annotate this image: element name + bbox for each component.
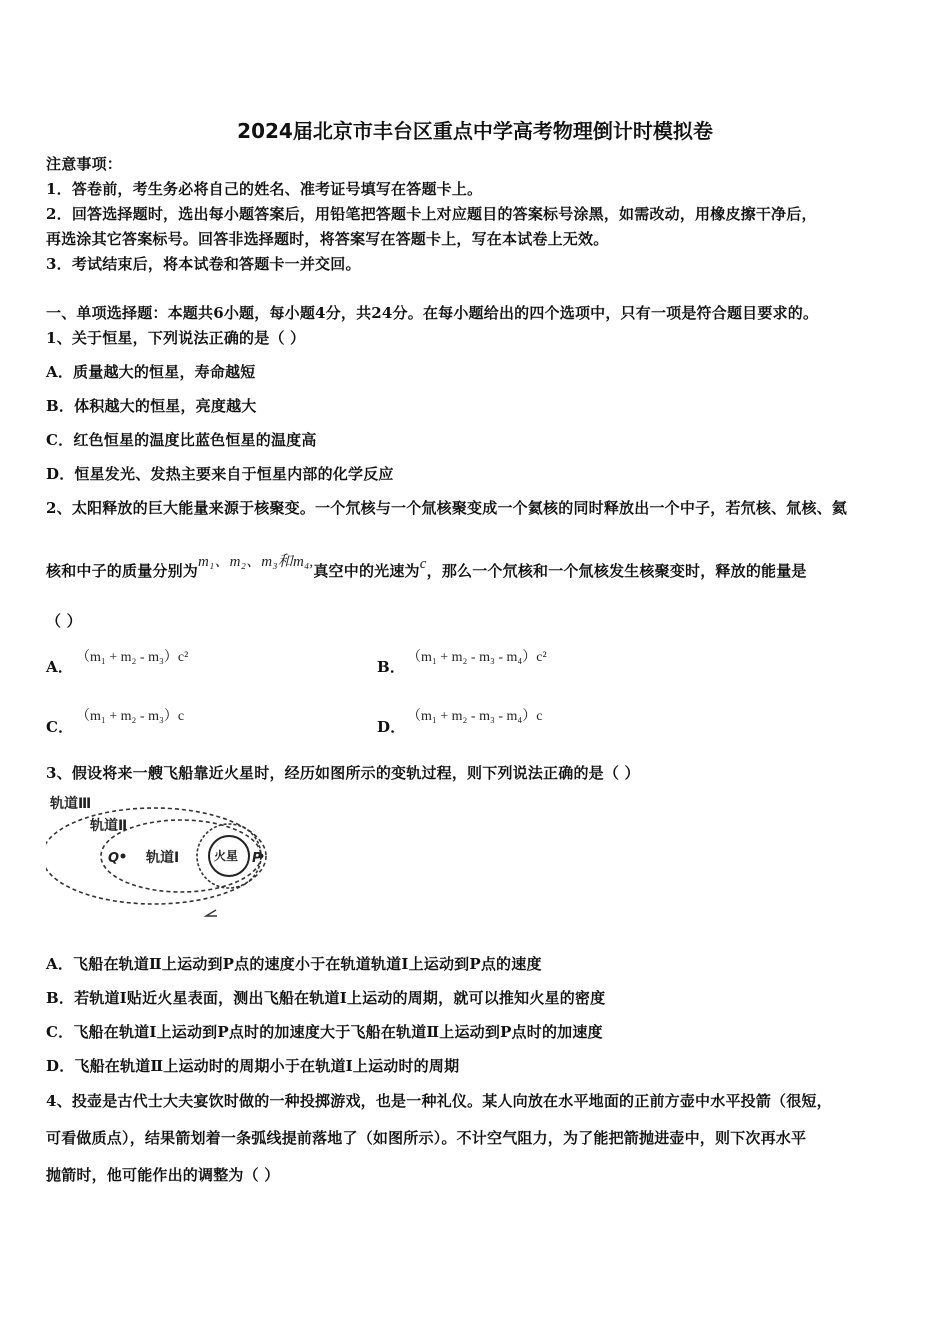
q4-stem-line1: 4、投壶是古代士大夫宴饮时做的一种投掷游戏，也是一种礼仪。某人向放在水平地面的正前方壶中水平投箭（很短， [46, 1092, 832, 1110]
q2-option-b-label: B． [377, 658, 406, 676]
q1-stem: 1、关于恒星，下列说法正确的是（ ） [46, 329, 306, 347]
q2-option-d-label: D． [377, 718, 406, 736]
q2-light-speed: c [419, 556, 427, 572]
notice-heading: 注意事项： [46, 155, 123, 173]
q3-option-d: D．飞船在轨道Ⅱ上运动时的周期小于在轨道I上运动时的周期 [46, 1057, 460, 1075]
q1-option-b: B．体积越大的恒星，亮度越大 [46, 397, 257, 415]
notice-item: 3．考试结束后，将本试卷和答题卡一并交回。 [46, 255, 361, 273]
q2-text: 核和中子的质量分别为 [46, 562, 199, 580]
q3-option-b: B．若轨道I贴近火星表面，测出飞船在轨道I上运动的周期，就可以推知火星的密度 [46, 989, 606, 1007]
q2-option-c-label: C． [46, 718, 74, 736]
p-label: P [252, 851, 262, 866]
q2-answer-blank: （ ） [46, 612, 82, 630]
q2-text: 真空中的光速为 [313, 562, 420, 580]
arrow-icon [206, 910, 217, 916]
q2-option-b-expr: （m₁ + m₂ - m₃ - m₄）c² [407, 650, 547, 665]
q2-option-a-expr: （m₁ + m₂ - m₃）c² [76, 650, 189, 665]
q2-option-a-label: A． [46, 658, 74, 676]
section-heading: 一、单项选择题：本题共6小题，每小题4分，共24分。在每小题给出的四个选项中，只有一项是符合题目要求的。 [46, 304, 819, 322]
notice-item: 2．回答选择题时，选出每小题答案后，用铅笔把答题卡上对应题目的答案标号涂黑，如需改动，用橡皮擦干净后， [46, 205, 817, 223]
q1-option-d: D．恒星发光、发热主要来自于恒星内部的化学反应 [46, 465, 394, 483]
q3-option-a: A．飞船在轨道Ⅱ上运动到P点的速度小于在轨道轨道Ⅰ上运动到P点的速度 [46, 955, 542, 973]
orbit-figure [46, 792, 286, 922]
q2-stem-line1: 2、太阳释放的巨大能量来源于核聚变。一个氘核与一个氚核聚变成一个氦核的同时释放出一个中子，若氘核、氚核、氦 [46, 499, 848, 517]
q4-stem-line3: 抛箭时，他可能作出的调整为（ ） [46, 1166, 280, 1184]
q2-option-c-expr: （m₁ + m₂ - m₃）c [76, 709, 185, 724]
q2-text: ，那么一个氘核和一个氚核发生核聚变时，释放的能量是 [426, 562, 807, 580]
q2-option-d-expr: （m₁ + m₂ - m₃ - m₄）c [407, 709, 543, 724]
notice-item: 再选涂其它答案标号。回答非选择题时，将答案写在答题卡上，写在本试卷上无效。 [46, 230, 609, 248]
q2-stem-line2 [46, 554, 807, 581]
point-q [121, 854, 126, 859]
q1-option-a: A．质量越大的恒星，寿命越短 [46, 363, 256, 381]
page-title: 2024届北京市丰台区重点中学高考物理倒计时模拟卷 [237, 119, 713, 143]
q4-stem-line2: 可看做质点），结果箭划着一条弧线提前落地了（如图所示）。不计空气阻力，为了能把箭抛进壶中，则下次再水平 [46, 1129, 807, 1147]
orbit1-label: 轨道Ⅰ [146, 850, 180, 866]
planet-label: 火星 [214, 849, 239, 863]
q3-stem: 3、假设将来一艘飞船靠近火星时，经历如图所示的变轨过程，则下列说法正确的是（ ） [46, 764, 640, 782]
orbit2-label: 轨道Ⅱ [90, 818, 128, 834]
q3-option-c: C．飞船在轨道I上运动到P点时的加速度大于飞船在轨道Ⅱ上运动到P点时的加速度 [46, 1023, 603, 1041]
q1-option-c: C．红色恒星的温度比蓝色恒星的温度高 [46, 431, 317, 449]
notice-item: 1．答卷前，考生务必将自己的姓名、准考证号填写在答题卡上。 [46, 180, 483, 198]
q-label: Q [108, 851, 120, 866]
orbit3-label: 轨道Ⅲ [50, 796, 92, 812]
q2-masses: m₁、m₂、m₃和m₄, [198, 554, 314, 570]
